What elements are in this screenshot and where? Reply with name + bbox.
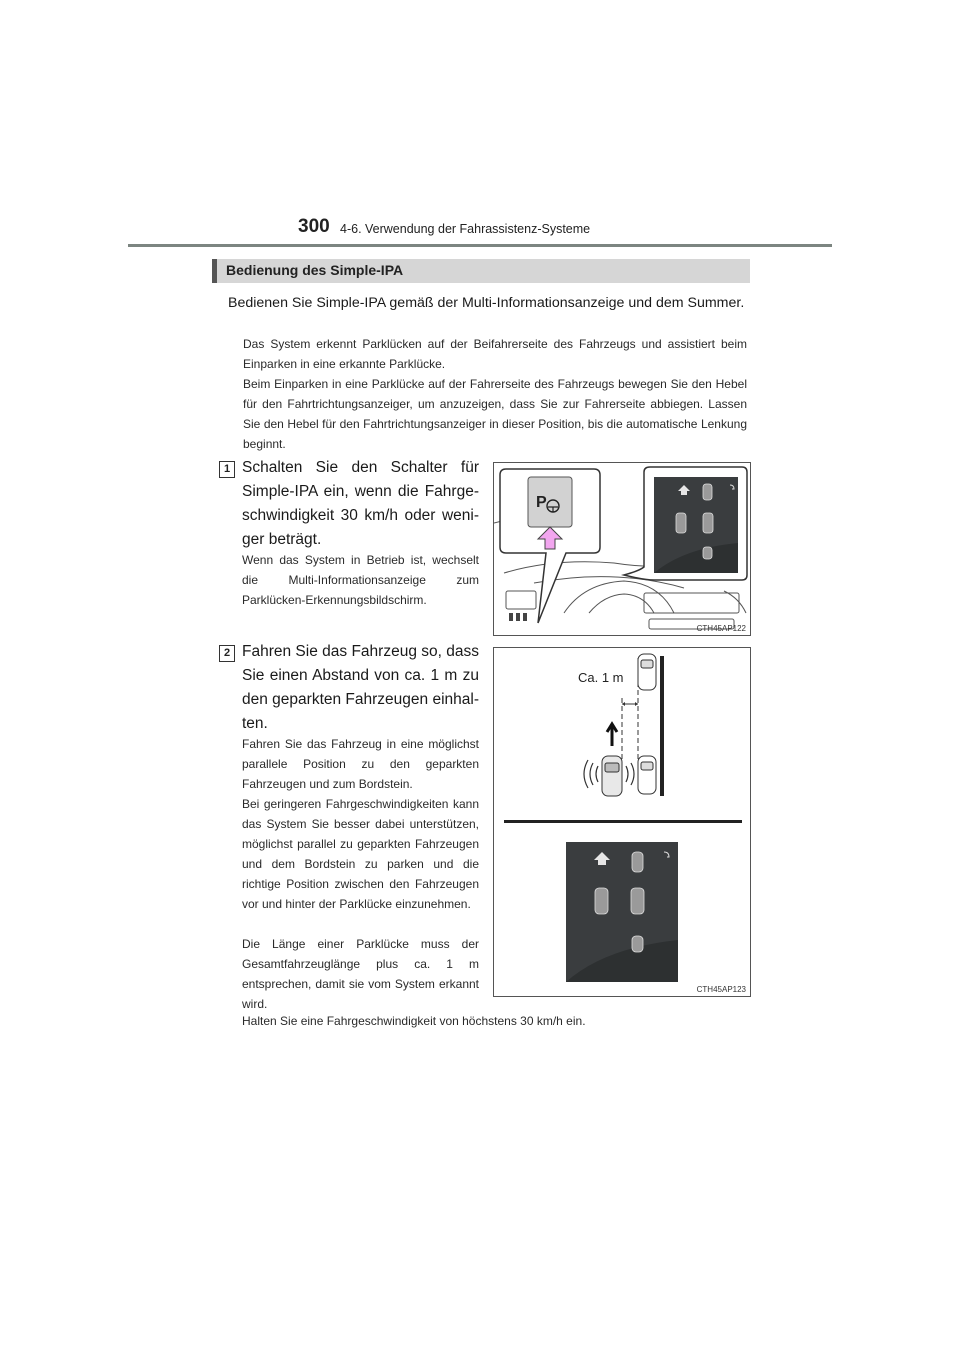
step-2-number: 2: [219, 645, 235, 662]
step-2-title: Fahren Sie das Fahrzeug so, dass Sie einen Abstand von ca. 1 m zu den geparkten Fahrzeugen einhalten.: [242, 643, 479, 732]
step-2-note-2: Bei geringeren Fahrgeschwindigkeiten kann das System Sie besser dabei unterstützen, möglichst parallel zu geparkten Fahrzeugen und dem Bordstein zu parken und die richtige Position zwischen den Fahrzeugen vor und hinter der Parklücke einzunehmen.: [242, 797, 479, 911]
parked-car-front: [638, 654, 656, 690]
switch-p-label: P: [536, 494, 547, 511]
simple-ipa-switch: [528, 477, 572, 527]
forward-arrow-icon: [607, 724, 617, 746]
section-marker: [212, 259, 217, 283]
figure-switch-dashboard: [493, 462, 751, 636]
parking-illustration: [494, 648, 750, 996]
section-title: Bedienung des Simple-IPA: [226, 262, 404, 278]
chapter-title: 4-6. Verwendung der Fahrassistenz-Systeme: [340, 222, 591, 236]
driving-car: [602, 756, 622, 796]
step-2-note-3: Die Länge einer Parklücke muss der Gesamtfahrzeuglänge plus ca. 1 m entsprechen, damit sie vom System erkannt wird.: [242, 937, 479, 1011]
parked-car-rear: [638, 756, 656, 794]
figure-1-code: CTH45AP122: [696, 624, 746, 633]
speed-note: Halten Sie eine Fahrgeschwindigkeit von höchstens 30 km/h ein.: [242, 1014, 586, 1028]
section-heading: [212, 259, 750, 283]
step-1-title: Schalten Sie den Schalter für Simple-IPA ein, wenn die Fahrgeschwindigkeit 30 km/h oder weniger beträgt.: [242, 459, 479, 548]
step-2-note-1: Fahren Sie das Fahrzeug in eine möglichst parallele Position zu den geparkten Fahrzeugen und zum Bordstein.: [242, 737, 479, 791]
figure-parking-distance: [493, 647, 751, 997]
distance-label: Ca. 1 m: [578, 670, 624, 685]
intro-text: Bedienen Sie Simple-IPA gemäß der Multi-Informationsanzeige und dem Summer.: [228, 295, 745, 311]
intro-note-2: Beim Einparken in eine Parklücke auf der Fahrerseite des Fahrzeugs bewegen Sie den Hebel für den Fahrtrichtungsanzeiger, um anzuzeigen, dass Sie zur Fahrerseite abbiegen. Lassen Sie den Hebel für den Fahrtrichtungsanzeiger in dieser Position, bis die automatische Lenkung beginnt.: [243, 377, 747, 451]
header-rule: [128, 244, 832, 247]
dashboard-illustration: [494, 463, 750, 635]
figure-2-code: CTH45AP123: [696, 985, 746, 994]
intro-note-1: Das System erkennt Parklücken auf der Beifahrerseite des Fahrzeugs und assistiert beim Einparken in eine erkannte Parklücke.: [243, 337, 747, 371]
step-1-note: Wenn das System in Betrieb ist, wechselt die Multi-Informationsanzeige zum Parklücken-Erkennungsbildschirm.: [242, 553, 479, 607]
step-1-number: 1: [219, 461, 235, 478]
page-number: 300: [298, 216, 330, 237]
